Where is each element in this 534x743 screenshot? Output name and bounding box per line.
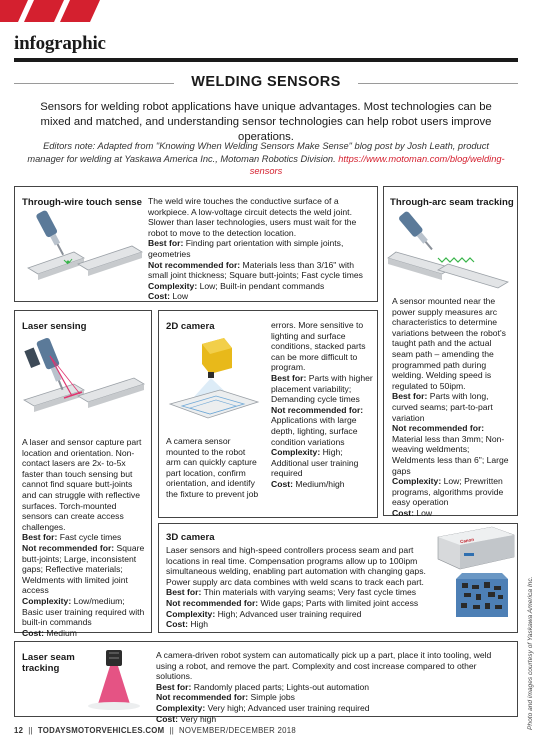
laser-seam-details — [156, 650, 514, 724]
camera3d-title: 3D camera — [166, 532, 215, 543]
camera3d-description: Laser sensors and high-speed controllers process seam and part locations in real time. Compensation programs allow up to 100ipm simultaneous welding, enabling part automation with changing gaps. Power supply arc data combines with weld scans to track each part. — [166, 545, 426, 587]
page-footer — [14, 726, 296, 735]
camera3d-device-label: Canon — [459, 536, 475, 545]
cost-label: Cost: — [22, 627, 44, 638]
best-for-label: Best for: — [148, 238, 184, 249]
camera2d-illustration — [166, 334, 264, 428]
not-recommended-label: Not recommended for: — [271, 404, 364, 415]
camera2d-complexity: High; Additional user training required — [271, 447, 359, 479]
photo-credit-text: Photo and images courtesy of Yaskawa America Inc. — [527, 576, 534, 730]
camera2d-description-b: errors. More sensitive to lighting and surface conditions, stacked parts can be more difficult to program. — [271, 320, 366, 373]
laser-seam-illustration — [84, 646, 144, 714]
cost-label: Cost: — [392, 507, 414, 518]
laser-seam-complexity: Very high; Advanced user training required — [207, 702, 370, 713]
complexity-label: Complexity: — [166, 608, 216, 619]
not-recommended-label: Not recommended for: — [166, 597, 259, 608]
through-arc-cost: Low — [416, 507, 433, 518]
through-arc-complexity: Low; Prewritten programs, algorithms provide easy operation — [392, 476, 504, 508]
cost-label: Cost: — [271, 478, 293, 489]
laser-seam-cost: Very high — [180, 713, 217, 724]
through-arc-illustration — [390, 212, 512, 292]
complexity-label: Complexity: — [392, 476, 442, 487]
camera3d-best-for: Thin materials with varying seams; Very fast cycle times — [203, 587, 417, 598]
cost-label: Cost: — [148, 291, 170, 302]
best-for-label: Best for: — [166, 587, 202, 598]
through-wire-title: Through-wire touch sense — [22, 197, 142, 208]
camera3d-device-photo — [434, 523, 516, 633]
intro-text: Sensors for welding robot applications have unique advantages. Most technologies can be mixed and matched, and understanding sensor technologies can help robot users improve operations. — [40, 101, 492, 143]
best-for-label: Best for: — [271, 372, 307, 383]
section-category: infographic — [14, 33, 106, 54]
laser-seam-best-for: Randomly placed parts; Lights-out automation — [193, 681, 370, 692]
not-recommended-label: Not recommended for: — [22, 542, 115, 553]
through-wire-illustration — [24, 210, 146, 296]
camera2d-cost: Medium/high — [295, 478, 345, 489]
laser-sensing-illustration — [20, 336, 148, 428]
through-wire-best-for: Finding part orientation with simple joints, geometries — [148, 238, 344, 259]
photo-credit — [518, 560, 534, 730]
through-arc-description: A sensor mounted near the power supply measures arc characteristics to determine variations between the robot's taught path and the actual seam path – amending the programmed path during welding. Welding speed is regulated to 50ipm. — [392, 296, 506, 391]
cost-label: Cost: — [156, 713, 178, 724]
camera2d-details — [271, 320, 373, 490]
laser-sensing-complexity: Low/medium; Basic user training required with built-in commands — [22, 595, 145, 628]
best-for-label: Best for: — [22, 532, 58, 543]
header-rule — [14, 58, 518, 62]
camera3d-not-recommended: Wide gaps; Parts with limited joint access — [260, 597, 419, 608]
laser-seam-not-recommended: Simple jobs — [250, 692, 295, 703]
camera3d-complexity: High; Advanced user training required — [217, 608, 362, 619]
complexity-label: Complexity: — [156, 702, 206, 713]
through-wire-details — [148, 196, 370, 302]
editors-note-text: Editors note: Adapted from "Knowing When Welding Sensors Make Sense" blog post by Josh Leath, product manager for welding at Yaskawa America Inc., Motoman Robotics Division. — [27, 141, 489, 164]
camera3d-details — [166, 545, 430, 630]
through-wire-not-recommended: Materials less than 3/16" with small joint thickness; Square butt-joints; Fast cycle times — [148, 259, 363, 281]
through-arc-best-for: Parts with long, curved seams; part-to-part variation — [392, 391, 493, 423]
through-wire-description: The weld wire touches the conductive surface of a workpiece. A low-voltage circuit detects the weld joint. Slower than laser technologies, users must wait for the robot to move to the detection location. — [148, 196, 357, 238]
footer-site[interactable]: TODAYSMOTORVEHICLES.COM — [37, 726, 165, 735]
complexity-label: Complexity: — [148, 280, 198, 291]
complexity-label: Complexity: — [271, 447, 321, 458]
through-arc-details — [392, 296, 512, 518]
best-for-label: Best for: — [156, 681, 192, 692]
laser-sensing-title: Laser sensing — [22, 321, 87, 332]
camera2d-title: 2D camera — [166, 321, 215, 332]
through-wire-complexity: Low; Built-in pendant commands — [199, 280, 325, 291]
laser-seam-description: A camera-driven robot system can automatically pick up a part, place it into tooling, weld using a robot, and remove the part. Complexity and cost increase compared to other solutions. — [156, 650, 492, 682]
complexity-label: Complexity: — [22, 595, 72, 606]
not-recommended-label: Not recommended for: — [392, 423, 485, 434]
header-banner — [0, 0, 110, 22]
through-arc-title: Through-arc seam tracking — [390, 197, 514, 208]
not-recommended-label: Not recommended for: — [148, 259, 241, 270]
laser-sensing-cost: Medium — [46, 627, 77, 638]
through-arc-not-recommended: Material less than 3mm; Non-weaving weldments; Weldments less than 6"; Large gaps — [392, 433, 509, 476]
laser-sensing-description: A laser and sensor capture part location and orientation. Non-contact lasers are 2x- to-5x faster than touch sensing but cannot find square butt-joints and can struggle with reflective surfaces. Torch-mounted sensors can create access challenges. — [22, 437, 142, 532]
laser-sensing-best-for: Fast cycle times — [59, 532, 122, 543]
best-for-label: Best for: — [392, 391, 428, 402]
not-recommended-label: Not recommended for: — [156, 692, 249, 703]
footer-separator: || — [166, 726, 177, 735]
camera3d-cost: High — [190, 619, 209, 630]
page-number: 12 — [14, 726, 24, 735]
laser-sensing-details — [22, 437, 146, 638]
camera2d-description-a: A camera sensor mounted to the robot arm can quickly capture part location, confirm orientation, and identify the fixture to prevent job — [166, 436, 259, 499]
laser-seam-title: Laser seam tracking — [22, 652, 75, 674]
editors-note-link[interactable]: https://www.motoman.com/blog/welding-sensors — [249, 153, 505, 176]
footer-separator: || — [25, 726, 36, 735]
through-wire-cost: Low — [172, 291, 189, 302]
cost-label: Cost: — [166, 619, 188, 630]
editors-note — [26, 140, 506, 178]
title-row — [14, 72, 518, 94]
camera2d-not-recommended: Applications with large depth, lighting, surface condition variations — [271, 415, 358, 447]
footer-issue: NOVEMBER/DECEMBER 2018 — [178, 726, 297, 735]
laser-sensing-not-recommended: Square butt-joints; Large, inconsistent gaps; Reflective materials; Weldments with limited joint access — [22, 542, 145, 596]
page-title: WELDING SENSORS — [191, 74, 341, 90]
camera2d-best-for: Parts with higher placement variability; Demanding cycle times — [271, 372, 373, 405]
